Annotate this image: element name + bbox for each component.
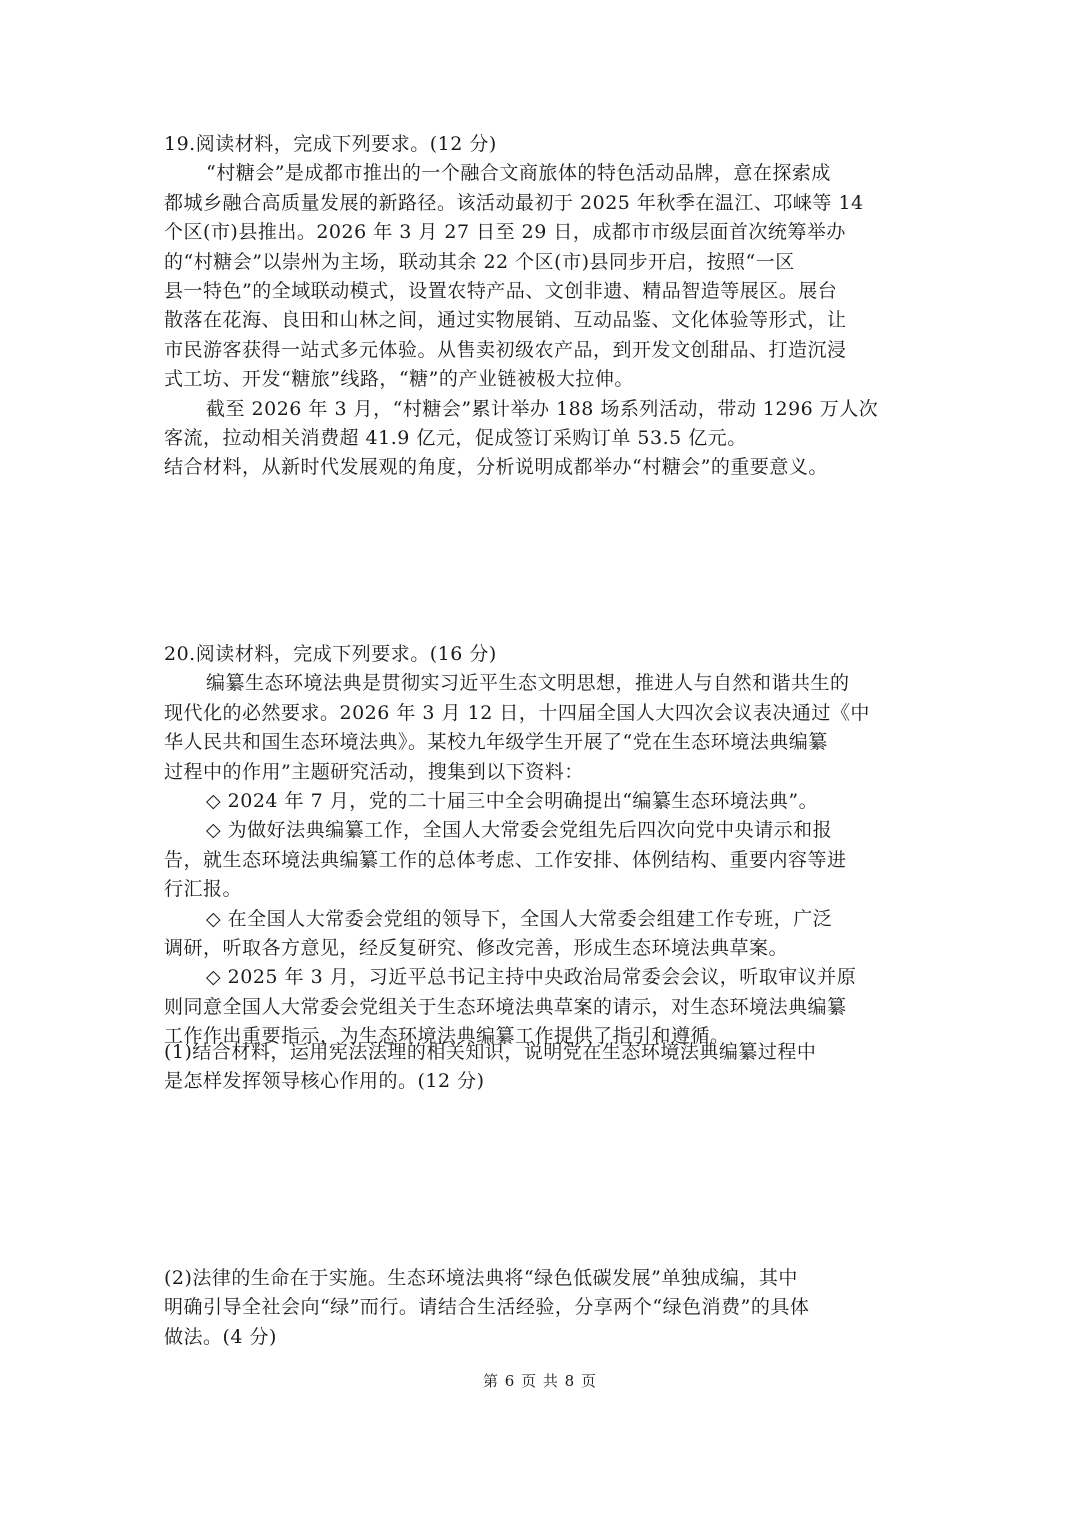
text-line: 县一特色”的全域联动模式，设置农特产品、文创非遗、精品智造等展区。展台	[164, 280, 838, 303]
text-line: 散落在花海、良田和山林之间，通过实物展销、互动品鉴、文化体验等形式，让	[164, 309, 847, 332]
text-line: 工作作出重要指示，为生态环境法典编纂工作提供了指引和遵循。	[164, 1025, 730, 1048]
text-line: ◇ 2024 年 7 月，党的二十届三中全会明确提出“编纂生态环境法典”。	[206, 790, 819, 813]
text-line: 调研，听取各方意见，经反复研究、修改完善，形成生态环境法典草案。	[164, 937, 789, 960]
question-19-title: 19.阅读材料，完成下列要求。(12 分)	[164, 133, 497, 155]
text-line: ◇ 2025 年 3 月，习近平总书记主持中央政治局常委会会议，听取审议并原	[206, 966, 857, 989]
question-20-paragraph-1	[164, 669, 920, 787]
question-19-task: 结合材料，从新时代发展观的角度，分析说明成都举办“村糖会”的重要意义。	[164, 456, 828, 479]
material-bullet-3	[164, 905, 920, 964]
question-20-part-1	[164, 1038, 920, 1097]
text-line: 个区(市)县推出。2026 年 3 月 27 日至 29 日，成都市市级层面首次统筹举办	[164, 221, 846, 244]
page-number: 第 6 页 共 8 页	[483, 1372, 597, 1390]
text-line: 市民游客获得一站式多元体验。从售卖初级农产品，到开发文创甜品、打造沉浸	[164, 338, 847, 361]
text-line: 都城乡融合高质量发展的新路径。该活动最初于 2025 年秋季在温江、邛崃等 14	[164, 191, 864, 214]
text-line: 的“村糖会”以崇州为主场，联动其余 22 个区(市)县同步开启，按照“一区	[164, 250, 795, 273]
text-line: (2)法律的生命在于实施。生态环境法典将“绿色低碳发展”单独成编，其中	[164, 1267, 798, 1289]
material-bullet-1	[164, 787, 920, 816]
text-line: ◇ 在全国人大常委会党组的领导下，全国人大常委会组建工作专班，广泛	[206, 907, 833, 930]
text-line: 华人民共和国生态环境法典》。某校九年级学生开展了“党在生态环境法典编纂	[164, 731, 828, 754]
text-line: 明确引导全社会向“绿”而行。请结合生活经验，分享两个“绿色消费”的具体	[164, 1296, 810, 1319]
question-19-paragraph-1	[164, 159, 920, 394]
text-line: 截至 2026 年 3 月，“村糖会”累计举办 188 场系列活动，带动 1296 万人次	[206, 397, 879, 420]
text-line: 是怎样发挥领导核心作用的。(12 分)	[164, 1070, 485, 1093]
text-line: 行汇报。	[164, 878, 243, 901]
text-line: “村糖会”是成都市推出的一个融合文商旅体的特色活动品牌，意在探索成	[206, 162, 831, 185]
question-20	[164, 640, 920, 1052]
text-line: 则同意全国人大常委会党组关于生态环境法典草案的请示，对生态环境法典编纂	[164, 995, 847, 1018]
material-bullet-2	[164, 816, 920, 904]
text-line: 式工坊、开发“糖旅”线路，“糖”的产业链被极大拉伸。	[164, 368, 634, 391]
text-line: (1)结合材料，运用宪法法理的相关知识，说明党在生态环境法典编纂过程中	[164, 1041, 817, 1063]
text-line: 告，就生态环境法典编纂工作的总体考虑、工作安排、体例结构、重要内容等进	[164, 848, 847, 871]
text-line: 客流，拉动相关消费超 41.9 亿元，促成签订采购订单 53.5 亿元。	[164, 427, 747, 450]
question-19-paragraph-2	[164, 395, 920, 454]
question-19	[164, 130, 920, 483]
text-line: 编纂生态环境法典是贯彻实习近平生态文明思想，推进人与自然和谐共生的	[206, 672, 850, 695]
text-line: 过程中的作用”主题研究活动，搜集到以下资料：	[164, 760, 584, 783]
question-20-title: 20.阅读材料，完成下列要求。(16 分)	[164, 643, 497, 665]
text-line: 做法。(4 分)	[164, 1325, 277, 1348]
question-20-part-2	[164, 1264, 920, 1352]
text-line: ◇ 为做好法典编纂工作，全国人大常委会党组先后四次向党中央请示和报	[206, 819, 833, 842]
text-line: 现代化的必然要求。2026 年 3 月 12 日，十四届全国人大四次会议表决通过《中	[164, 701, 870, 724]
